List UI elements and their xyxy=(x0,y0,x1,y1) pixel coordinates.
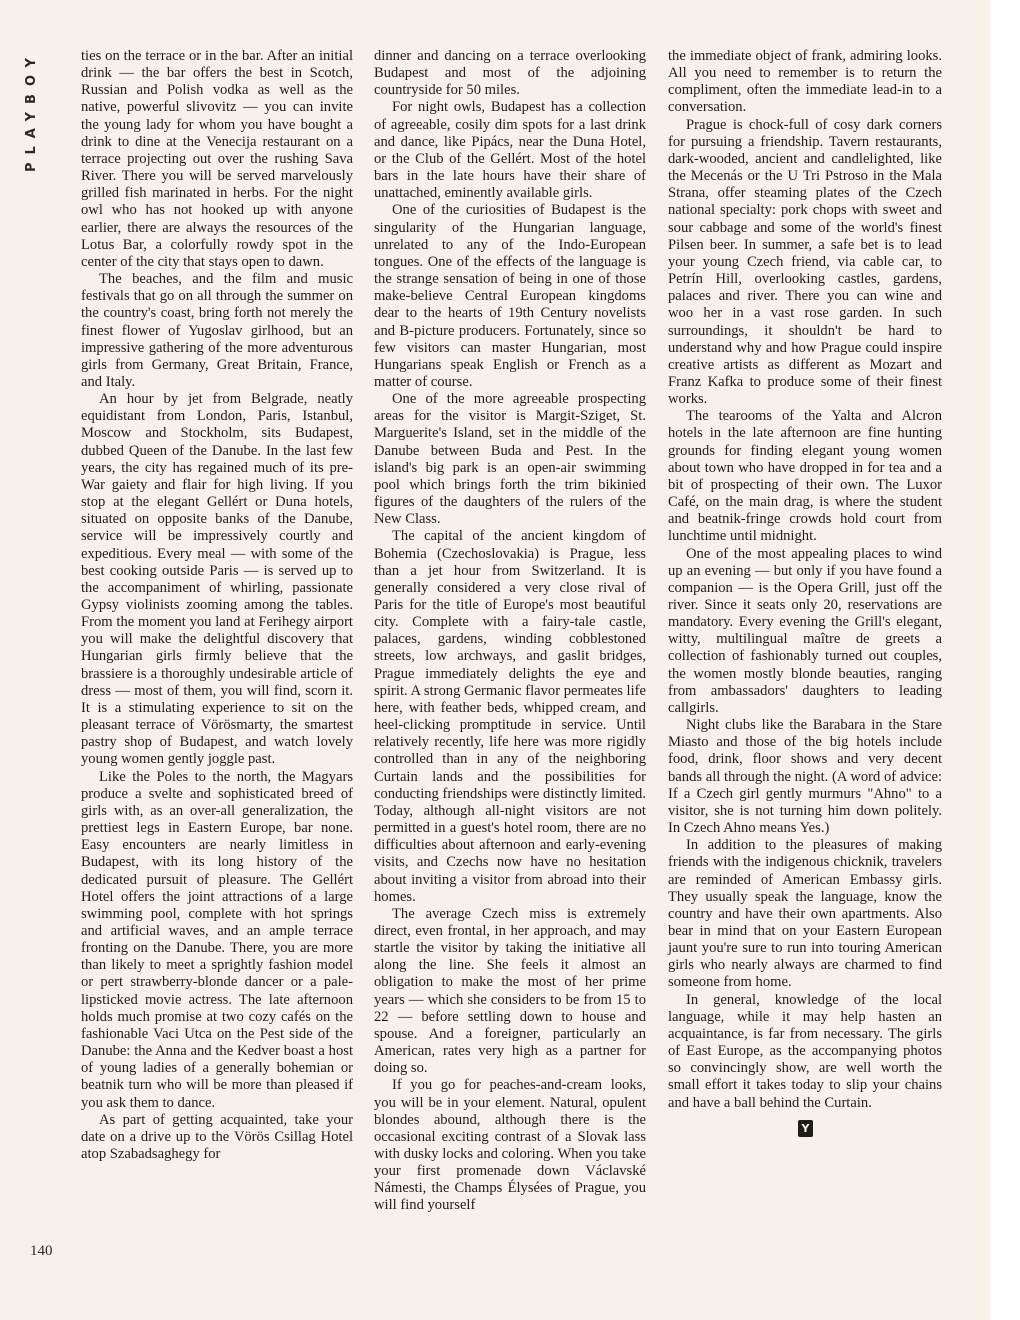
page-number: 140 xyxy=(30,1243,53,1259)
paragraph: ties on the terrace or in the bar. After an initial drink — the bar offers the best in Scotch, Russian and Polish vodka as well as the native, powerful slivovitz — you can invite the young lady for whom you have bought a drink to dine at the Venecija restaurant on a terrace projecting out over the rushing Sava River. There you will be served marvelously grilled fish marinated in herbs. For the night owl who has not hooked up with anyone earlier, there are always the resources of the Lotus Bar, a colorfully rowdy spot in the center of the city that stays open to dawn. xyxy=(81,48,353,270)
text-column-1 xyxy=(81,48,353,1163)
paragraph: For night owls, Budapest has a collection of agreeable, cosily dim spots for a last drink and dance, like Pipács, near the Duna Hotel, or the Club of the Gellért. Most of the hotel bars in the late hours have their share of unattached, eminently available girls. xyxy=(374,99,646,202)
paragraph: One of the more agreeable prospecting areas for the visitor is Margit-Sziget, St. Marguerite's Island, set in the middle of the Danube between Buda and Pest. In the island's big park is an open-air swimming pool which brings forth the trim bikinied figures of the daughters of the rulers of the New Class. xyxy=(374,391,646,528)
paragraph: Night clubs like the Barabara in the Stare Miasto and those of the big hotels include food, drink, floor shows and very decent bands all through the night. (A word of advice: If a Czech girl gently murmurs "Ahno" to a visitor, she is not turning him down politely. In Czech Ahno means Yes.) xyxy=(668,717,942,837)
paragraph: The capital of the ancient kingdom of Bohemia (Czechoslovakia) is Prague, less than a jet hour from Switzerland. It is generally considered a very close rival of Paris for the title of Europe's most beautiful city. Complete with a fairy-tale castle, palaces, gardens, winding cobblestoned streets, low archways, and gaslit bridges, Prague immediately delights the eye and spirit. A strong Germanic flavor permeates life here, with feather beds, whipped cream, and heel-clicking promptitude in service. Until relatively recently, life here was more rigidly controlled than in any of the neighboring Curtain lands and the possibilities for conducting friendships were distinctly limited. Today, although all-night visitors are not permitted in a guest's hotel room, there are no difficulties about afternoon and early-evening visits, and Czechs now have no hesitation about inviting a visitor from abroad into their homes. xyxy=(374,528,646,905)
paragraph: The tearooms of the Yalta and Alcron hotels in the late afternoon are fine hunting grounds for finding elegant young women about town who have dropped in for tea and a bit of prospecting of their own. The Luxor Café, on the main drag, is where the student and beatnik-fringe crowds hold court from lunchtime until midnight. xyxy=(668,408,942,545)
masthead: PLAYBOY xyxy=(24,50,39,172)
paragraph: As part of getting acquainted, take your date on a drive up to the Vörös Csillag Hotel atop Szabadsaghegy for xyxy=(81,1111,353,1162)
paragraph: In general, knowledge of the local language, while it may help hasten an acquaintance, is far from necessary. The girls of East Europe, as the accompanying photos so convincingly show, are well worth the small effort it takes today to slip your chains and have a ball behind the Curtain. xyxy=(668,991,942,1111)
paragraph: One of the most appealing places to wind up an evening — but only if you have found a companion — is the Opera Grill, just off the river. Since it seats only 20, reservations are mandatory. Every evening the Grill's elegant, witty, multilingual maître de greets a collection of fashionably turned out couples, the women mostly blonde beauties, ranging from ambassadors' daughters to leading callgirls. xyxy=(668,545,942,716)
paragraph: Prague is chock-full of cosy dark corners for pursuing a friendship. Tavern restaurants, dark-wooded, ancient and candlelighted, like the Mecenás or the U Tri Pstroso in the Mala Strana, offer steaming plates of the Czech national specialty: pork chops with sweet and sour cabbage and some of the world's finest Pilsen beer. In summer, a safe bet is to lead your young Czech friend, via cable car, to Petrín Hill, overlooking castles, gardens, palaces and river. There you can wine and woo her in a vast rose garden. In such surroundings, it shouldn't be hard to understand why and how Prague could inspire creative artists as different as Mozart and Franz Kafka to produce some of their finest works. xyxy=(668,116,942,408)
paragraph: Like the Poles to the north, the Magyars produce a svelte and sophisticated breed of girls with, as an over-all generalization, the prettiest legs in Eastern Europe, bar none. Easy encounters are nearly limitless in Budapest, with its long history of the dedicated pursuit of pleasure. The Gellért Hotel offers the joint attractions of a large swimming pool, complete with hot springs and artificial waves, and an ample terrace fronting on the Danube. There, you are more than likely to meet a sprightly fashion model or pert strawberry-blonde dancer or a pale-lipsticked movie actress. The late afternoon holds much promise at two cozy cafés on the fashionable Vaci Utca on the Pest side of the Danube: the Anna and the Kedver boast a host of young ladies of a generally bohemian or beatnik turn who will be more than pleased if you ask them to dance. xyxy=(81,768,353,1111)
paragraph: The beaches, and the film and music festivals that go on all through the summer on the country's coast, bring forth not merely the finest flower of Yugoslav girlhood, but an impressive gathering of the more adventurous girls from Germany, Great Britain, France, and Italy. xyxy=(81,271,353,390)
paragraph: the immediate object of frank, admiring looks. All you need to remember is to return the compliment, often the immediate lead-in to a conversation. xyxy=(668,48,942,116)
paragraph: The average Czech miss is extremely direct, even frontal, in her approach, and may startle the visitor by taking the initiative all along the line. She feels it almost an obligation to make the most of her prime years — which she considers to be from 15 to 22 — before settling down to house and spouse. And a foreigner, particularly an American, rates very high as a partner for doing so. xyxy=(374,905,646,1077)
paragraph: dinner and dancing on a terrace overlooking Budapest and most of the adjoining countryside for 50 miles. xyxy=(374,48,646,99)
text-column-3 xyxy=(668,48,942,1137)
paragraph: In addition to the pleasures of making friends with the indigenous chicknik, travelers are reminded of American Embassy girls. They usually speak the language, know the country and have their own apartments. Also bear in mind that on your Eastern European jaunt you're sure to run into touring American girls who nearly always are charmed to find someone from home. xyxy=(668,837,942,991)
paragraph: One of the curiosities of Budapest is the singularity of the Hungarian language, unrelated to any of the Indo-European tongues. One of the effects of the language is the strange sensation of being in one of those make-believe Central European kingdoms dear to the hearts of 19th Century novelists and B-picture producers. Fortunately, since so few visitors can master Hungarian, most Hungarians speak English or French as a matter of course. xyxy=(374,202,646,390)
end-mark-icon: Y xyxy=(798,1120,813,1137)
text-column-2 xyxy=(374,48,646,1215)
paragraph: If you go for peaches-and-cream looks, you will be in your element. Natural, opulent blondes abound, although there is the occasional exciting contrast of a Slovak lass with dusky locks and coloring. When you take your first promenade down Václavské Námesti, the Champs Élysées of Prague, you will find yourself xyxy=(374,1077,646,1214)
paragraph: An hour by jet from Belgrade, neatly equidistant from London, Paris, Istanbul, Moscow and Stockholm, sits Budapest, dubbed Queen of the Danube. In the last few years, the city has regained much of its pre-War gaiety and flair for high living. If you stop at the elegant Gellért or Duna hotels, situated on opposite banks of the Danube, service will be impressively courtly and expeditious. Every meal — with some of the best cooking outside Paris — is served up to the accompaniment of whirling, passionate Gypsy violinists zooming among the tables. From the moment you land at Ferihegy airport you will make the delightful discovery that Hungarian girls firmly believe that the brassiere is a thoroughly undesirable article of dress — most of them, you will find, scorn it. It is a stimulating experience to sit on the pleasant terrace of Vörösmarty, the smartest pastry shop of Budapest, and watch lovely young women gently joggle past. xyxy=(81,391,353,768)
